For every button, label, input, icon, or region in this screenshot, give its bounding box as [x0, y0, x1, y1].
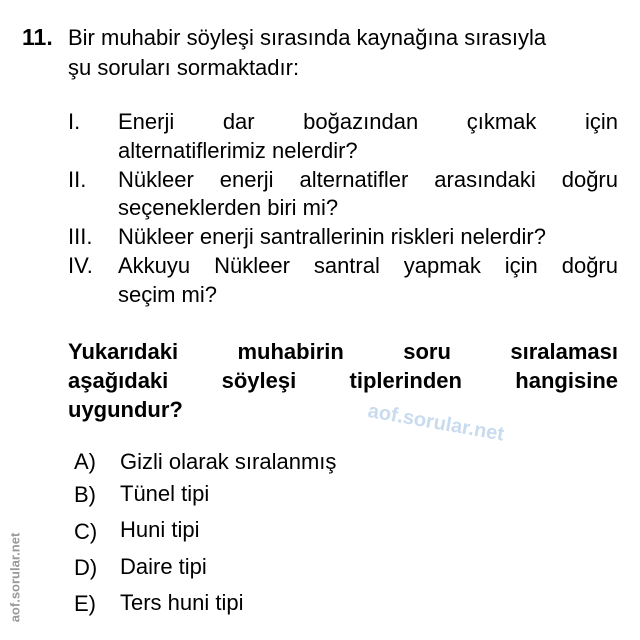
option-text: Gizli olarak sıralanmış	[120, 449, 337, 474]
item-numeral: IV.	[68, 253, 93, 278]
item-line: seçeneklerden biri mi?	[118, 195, 339, 220]
prompt-line: Yukarıdaki muhabirin soru sıralaması	[68, 339, 618, 364]
option-letter: D)	[74, 555, 98, 580]
question-number: 11.	[22, 24, 53, 50]
item-line: Nükleer enerji santrallerinin riskleri nelerdir?	[118, 224, 546, 249]
option-letter: C)	[74, 519, 98, 544]
item-line: seçim mi?	[118, 282, 218, 307]
question-stem-line: şu soruları sormaktadır:	[68, 55, 300, 80]
option-text: Huni tipi	[120, 517, 200, 542]
option-text: Ters huni tipi	[120, 590, 244, 615]
option-letter: E)	[74, 591, 96, 616]
item-numeral: III.	[68, 224, 93, 249]
prompt-line: aşağıdaki söyleşi tiplerinden hangisine	[68, 368, 618, 393]
item-line: Akkuyu Nükleer santral yapmak için doğru	[118, 253, 618, 278]
side-watermark: aof.sorular.net	[7, 532, 23, 623]
item-numeral: I.	[68, 109, 81, 134]
item-line: Nükleer enerji alternatifler arasındaki doğru	[118, 167, 618, 192]
option-letter: A)	[74, 449, 96, 474]
option-letter: B)	[74, 482, 96, 507]
option-text: Tünel tipi	[120, 481, 210, 506]
item-numeral: II.	[68, 167, 87, 192]
question-stem-line: Bir muhabir söyleşi sırasında kaynağına sırasıyla	[68, 25, 547, 50]
watermark: aof.sorular.net	[366, 400, 506, 446]
option-text: Daire tipi	[120, 554, 207, 579]
item-line: Enerji dar boğazından çıkmak için	[118, 109, 618, 134]
prompt-line: uygundur?	[68, 397, 183, 422]
item-line: alternatiflerimiz nelerdir?	[118, 138, 358, 163]
